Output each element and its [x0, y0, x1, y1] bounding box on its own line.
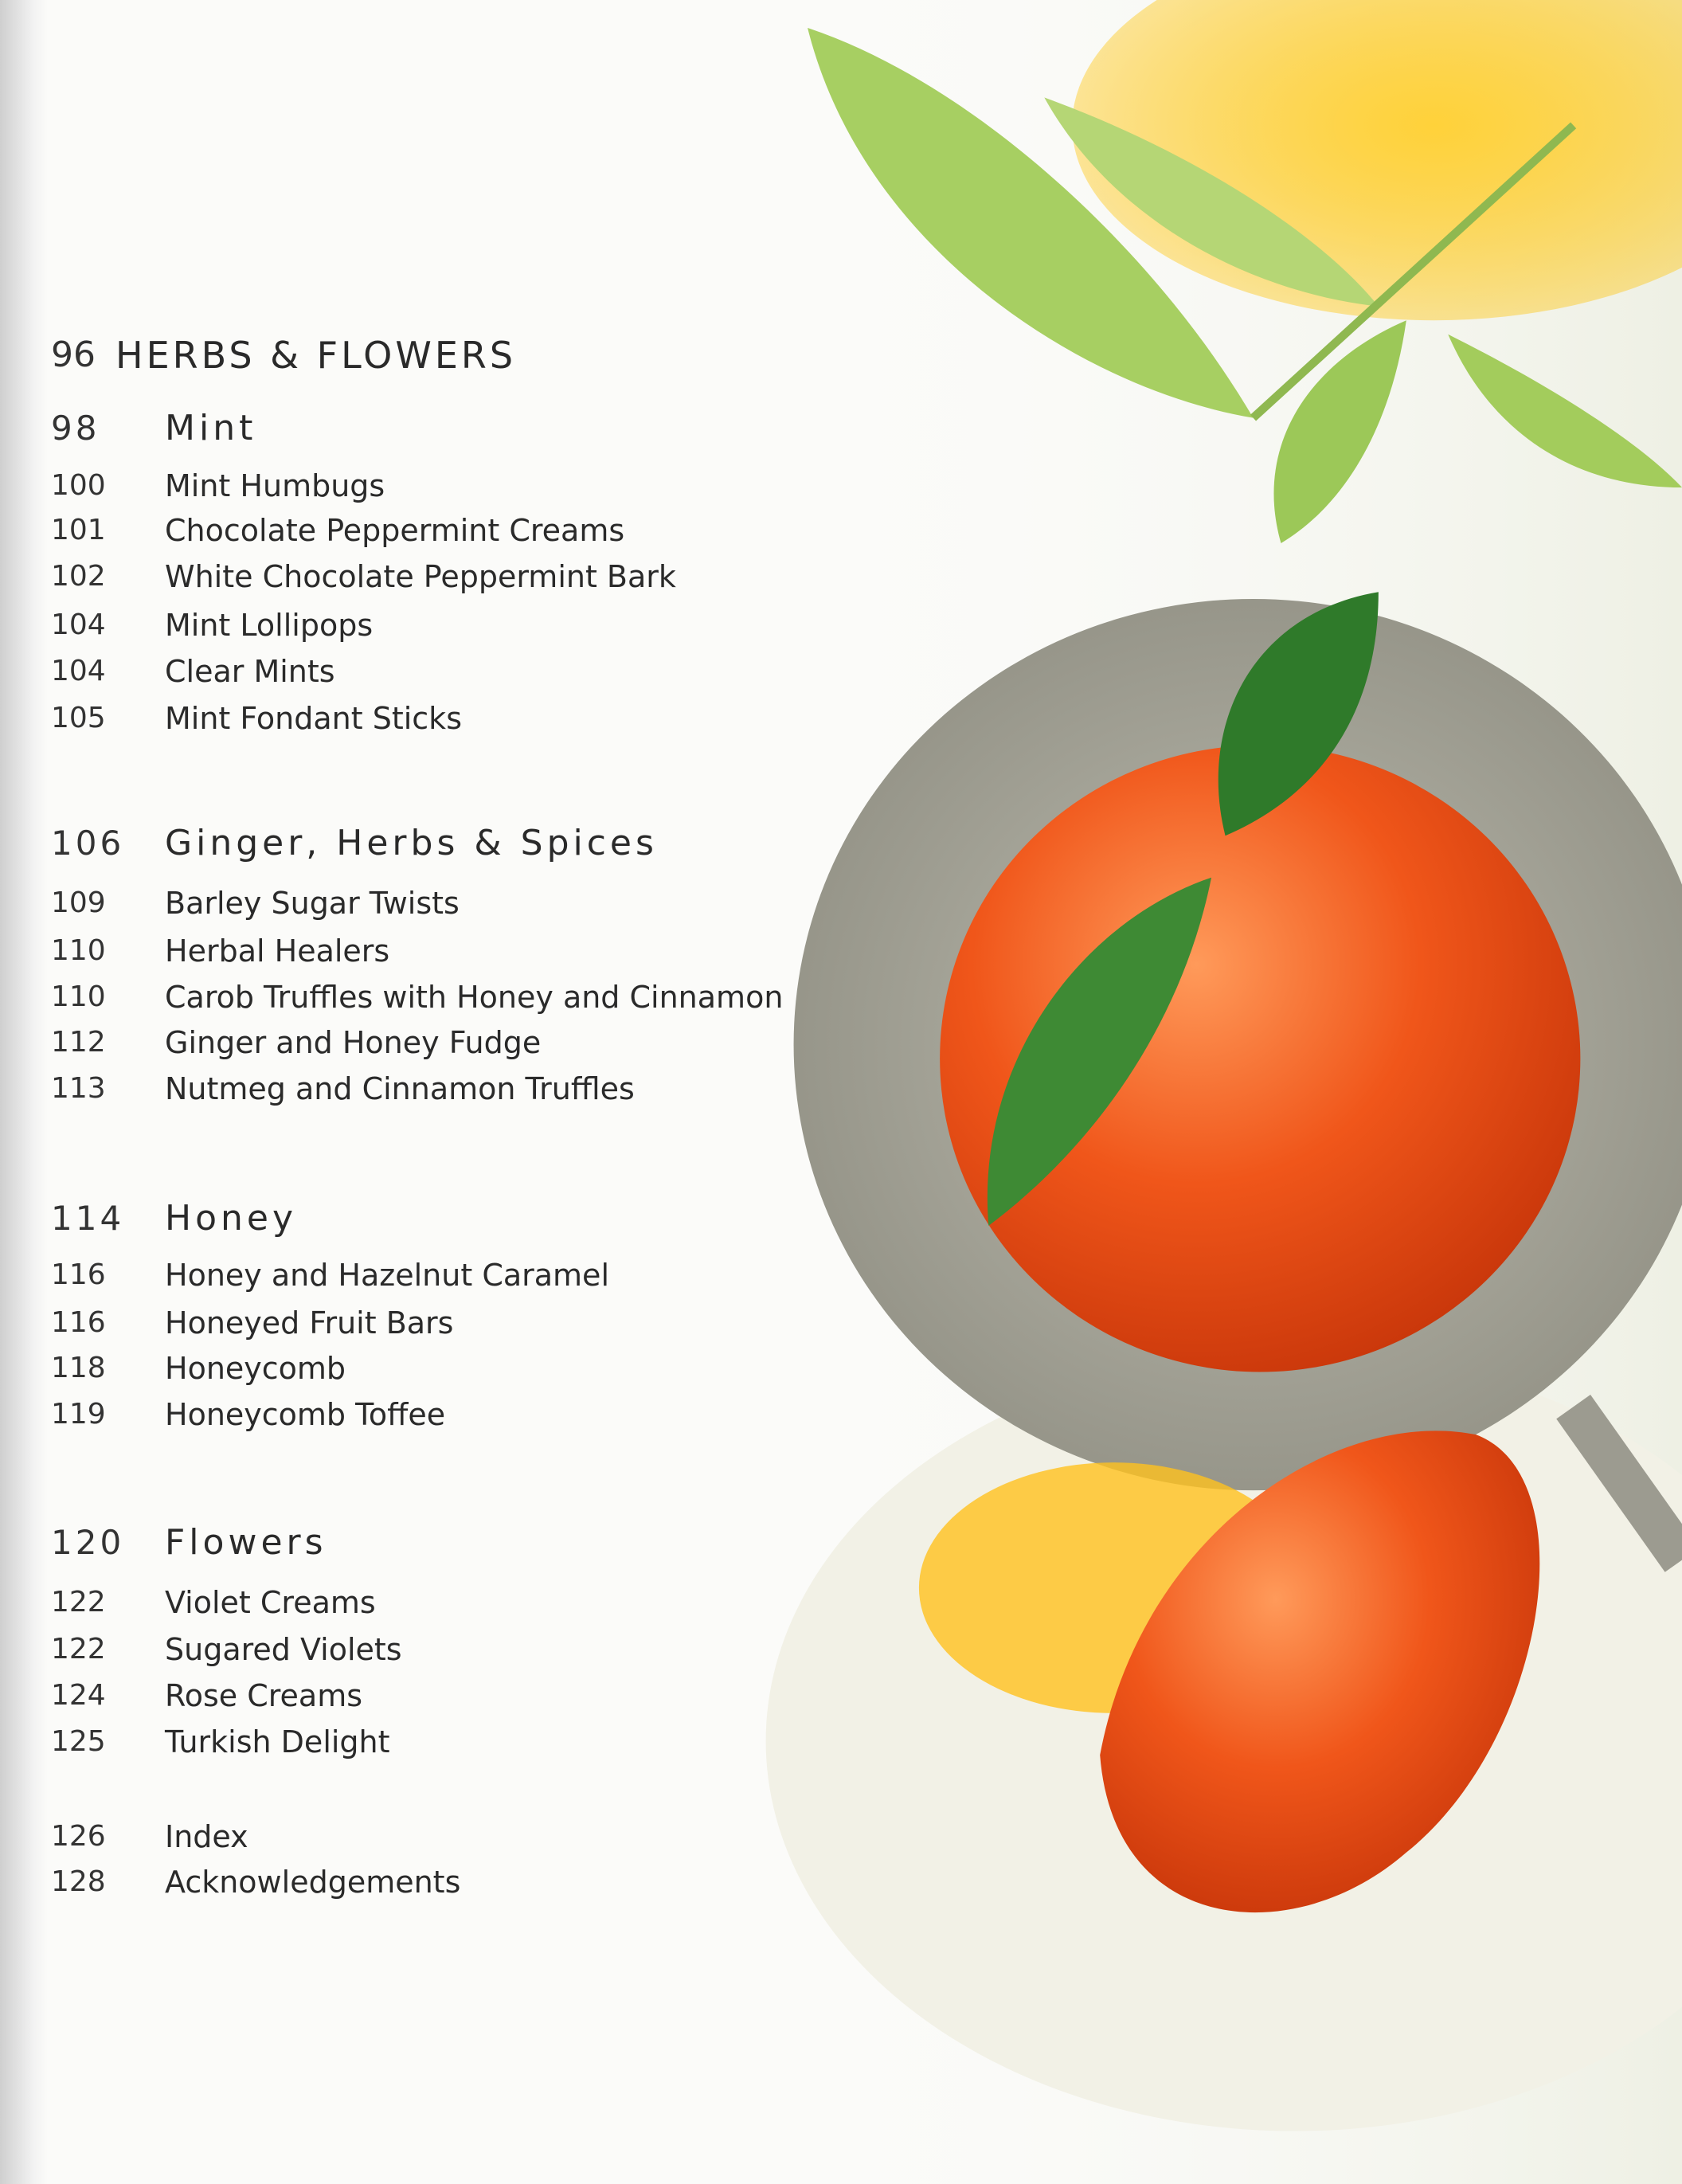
- page-number: 124: [51, 1679, 106, 1712]
- entry-title: Clear Mints: [165, 654, 335, 689]
- entry-title: Honeycomb Toffee: [165, 1397, 446, 1432]
- page-number: 109: [51, 887, 106, 919]
- page-number: 119: [51, 1398, 106, 1431]
- page-number: 125: [51, 1725, 106, 1758]
- page-number: 114: [51, 1199, 125, 1238]
- entry-title: Index: [165, 1819, 248, 1854]
- page-number: 110: [51, 934, 106, 967]
- entry-title: Honeycomb: [165, 1351, 346, 1386]
- entry-title: Honeyed Fruit Bars: [165, 1305, 454, 1341]
- entry-title: Herbal Healers: [165, 933, 390, 969]
- entry-title: Violet Creams: [165, 1585, 376, 1620]
- page-number: 128: [51, 1865, 106, 1898]
- entry-title: Honey and Hazelnut Caramel: [165, 1258, 609, 1293]
- page-number: 105: [51, 702, 106, 734]
- page-number: 118: [51, 1352, 106, 1384]
- entry-title: White Chocolate Peppermint Bark: [165, 559, 676, 594]
- entry-title: Acknowledgements: [165, 1865, 461, 1900]
- entry-title: Mint Fondant Sticks: [165, 701, 462, 736]
- entry-title: Turkish Delight: [165, 1724, 390, 1759]
- part-page-number: 96: [51, 335, 96, 375]
- entry-title: Carob Truffles with Honey and Cinnamon: [165, 980, 784, 1015]
- page-number: 110: [51, 980, 106, 1013]
- page-number: 101: [51, 514, 106, 546]
- page-number: 120: [51, 1523, 125, 1562]
- entry-title: Chocolate Peppermint Creams: [165, 513, 625, 548]
- page-number: 104: [51, 655, 106, 687]
- page-number: 102: [51, 560, 106, 593]
- page-number: 122: [51, 1586, 106, 1618]
- entry-title: Sugared Violets: [165, 1632, 402, 1667]
- entry-title: Barley Sugar Twists: [165, 886, 460, 921]
- entry-title: Ginger and Honey Fudge: [165, 1025, 542, 1060]
- page-number: 106: [51, 824, 125, 863]
- page-number: 98: [51, 409, 100, 448]
- section-title: Ginger, Herbs & Spices: [165, 823, 658, 863]
- section-title: Mint: [165, 408, 257, 448]
- entry-title: Mint Lollipops: [165, 608, 374, 643]
- page-number: 116: [51, 1306, 106, 1339]
- page-number: 122: [51, 1633, 106, 1665]
- page-number: 126: [51, 1820, 106, 1853]
- page-number: 112: [51, 1026, 106, 1059]
- entry-title: Rose Creams: [165, 1678, 363, 1713]
- page-number: 113: [51, 1072, 106, 1105]
- section-title: Flowers: [165, 1522, 327, 1563]
- entry-title: Mint Humbugs: [165, 468, 385, 503]
- page-number: 100: [51, 469, 106, 502]
- entry-title: Nutmeg and Cinnamon Truffles: [165, 1071, 635, 1106]
- page-number: 104: [51, 609, 106, 641]
- part-title: HERBS & FLOWERS: [115, 334, 517, 377]
- section-title: Honey: [165, 1198, 298, 1239]
- page-number: 116: [51, 1258, 106, 1291]
